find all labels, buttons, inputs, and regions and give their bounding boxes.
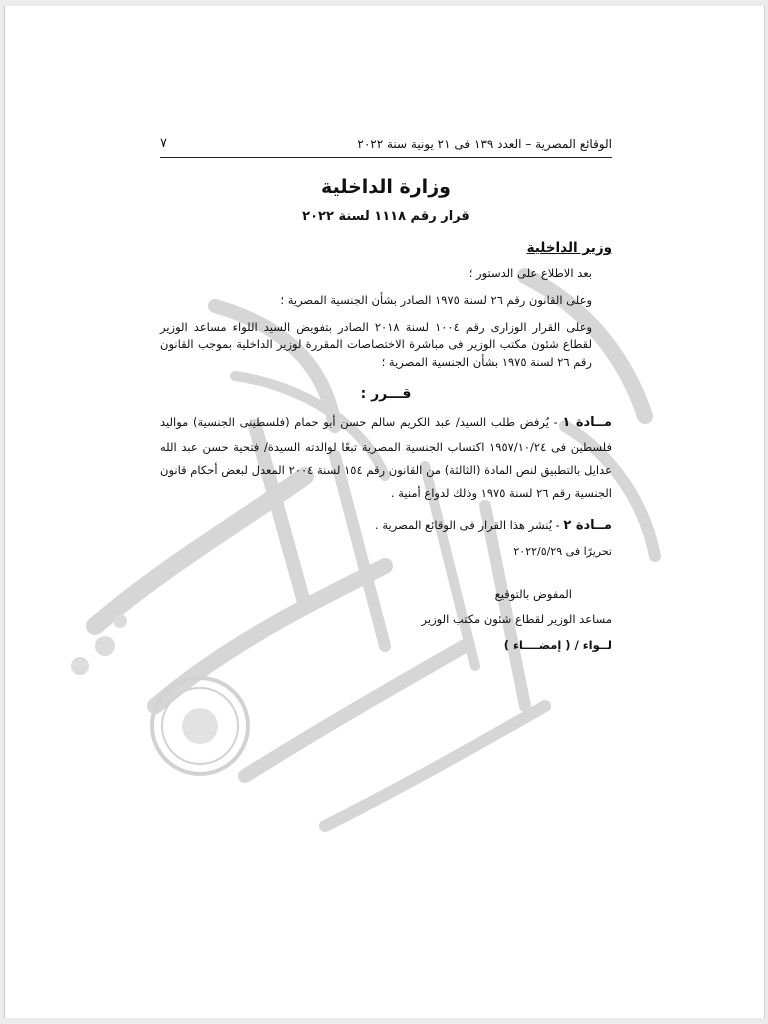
document-content [160, 136, 612, 658]
preamble-paragraph: وعلى القانون رقم ٢٦ لسنة ١٩٧٥ الصادر بشأن الجنسية المصرية ؛ [280, 292, 592, 307]
watermark-stroke [325, 706, 545, 826]
article-label: مــادة ٢ [563, 518, 612, 534]
decided-heading: قـــرر : [360, 386, 412, 403]
article-label: مــادة ١ [562, 415, 612, 431]
minister-heading: وزير الداخلية [526, 240, 612, 256]
signature-authorized: المفوض بالتوقيع [494, 587, 572, 602]
watermark-dot [95, 636, 115, 656]
watermark-dot [113, 614, 127, 628]
signature-general: لــواء / ( إمضــــاء ) [503, 637, 612, 652]
signature-title: مساعد الوزير لقطاع شئون مكتب الوزير [421, 612, 612, 627]
article-text: - يُنشر هذا القرار فى الوقائع المصرية . [375, 518, 560, 533]
watermark-stroke [245, 646, 465, 776]
decision-number: قرار رقم ١١١٨ لسنة ٢٠٢٢ [302, 209, 470, 224]
article-1 [160, 410, 612, 505]
publication-line: الوقائع المصرية – العدد ١٣٩ فى ٢١ يونية سنة ٢٠٢٢ [357, 136, 612, 151]
signature-block [160, 582, 612, 658]
watermark-seal [152, 678, 248, 774]
article-text: - يُرفض طلب السيد/ عبد الكريم سالم حسن أبو حمام (فلسطينى الجنسية) مواليد فلسطين فى ١٩٥٧/١٠/٢٤ اكتساب الجنسية المصرية تبعًا لوالدته السيدة/ فتحية حسن عبد الله عدايل بالتطبيق لنص المادة (الثالثة) من القانون رقم ١٥٤ لسنة ٢٠٠٤ المعدل لبعض أحكام قانون الجنسية رقم ٢٦ لسنة ١٩٧٥ وذلك لدواع أمنية . [160, 415, 613, 501]
article-2 [160, 513, 612, 539]
watermark-dot [71, 657, 89, 675]
ministry-title: وزارة الداخلية [321, 176, 451, 198]
issue-date: تحريرًا فى ٢٠٢٢/٥/٢٩ [513, 545, 612, 559]
document-page [4, 6, 765, 1018]
page-header [160, 136, 612, 158]
preamble-paragraph: بعد الاطلاع على الدستور ؛ [468, 266, 592, 280]
preamble-paragraph: وعلى القرار الوزارى رقم ١٠٠٤ لسنة ٢٠١٨ الصادر بتفويض السيد اللواء مساعد الوزير لقطاع شئون مكتب الوزير فى مباشرة الاختصاصات المقررة لوزير الداخلية بموجب القانون رقم ٢٦ لسنة ١٩٧٥ بشأن الجنسية المصرية ؛ [160, 319, 593, 370]
page-number: ٧ [160, 136, 167, 151]
